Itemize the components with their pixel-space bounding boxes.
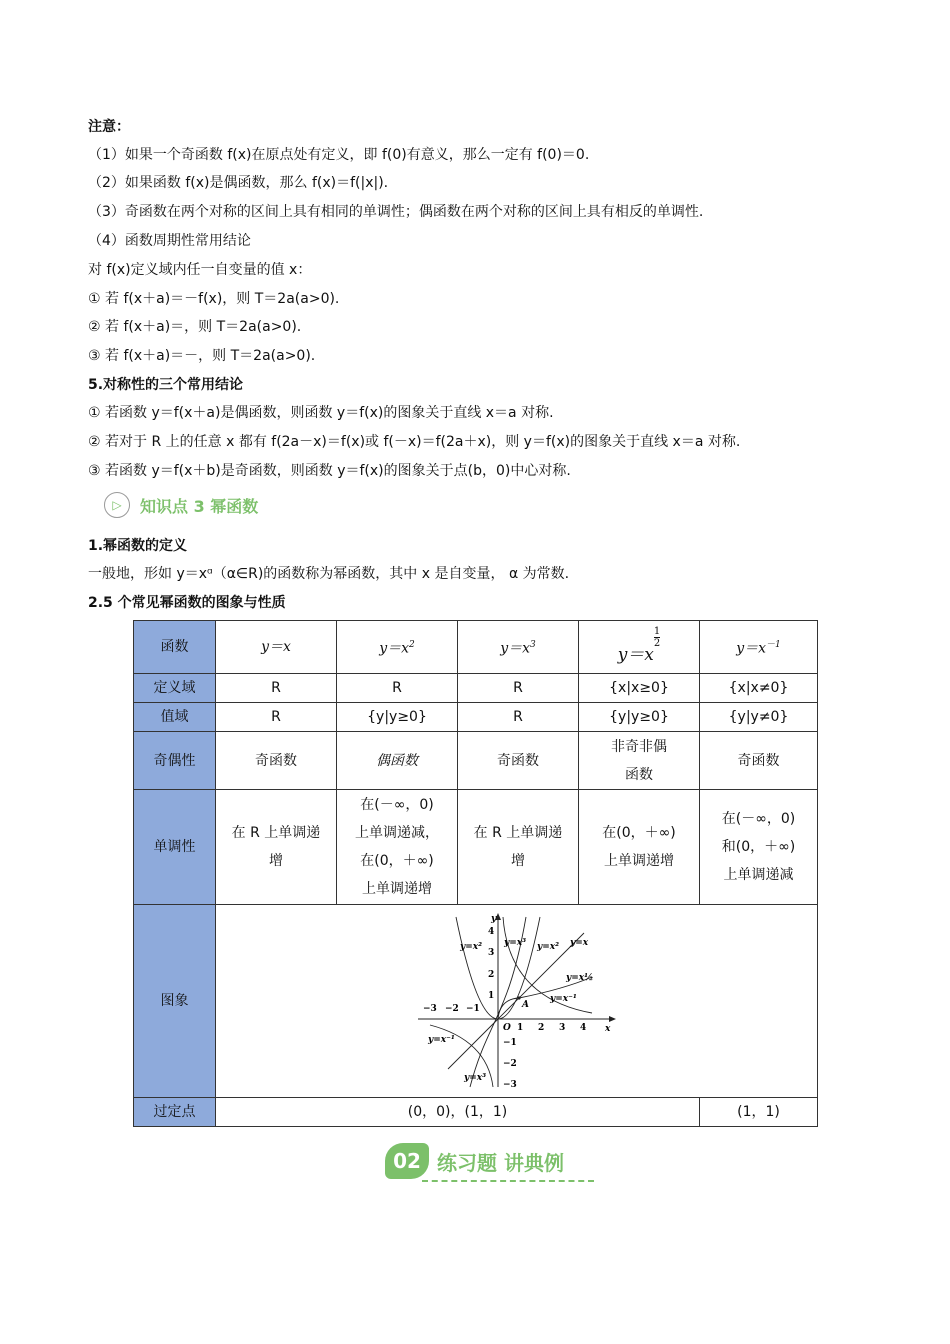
func-y-x-inverse-exp: －1 bbox=[766, 640, 781, 651]
graph-cell bbox=[216, 905, 818, 1098]
table-cell bbox=[579, 732, 700, 790]
origin-label: O bbox=[502, 1023, 511, 1033]
period-rule-3: ③ 若 f(x＋a)＝－，则 T＝2a(a>0). bbox=[88, 348, 316, 364]
table-cell: {x|x≠0} bbox=[700, 674, 818, 703]
table-cell: {y|y≥0} bbox=[579, 703, 700, 732]
cell-line: 在(－∞，0) bbox=[721, 811, 796, 827]
table-cell: R bbox=[337, 674, 458, 703]
table-cell bbox=[579, 790, 700, 905]
cell-line: 增 bbox=[269, 853, 283, 869]
curve-label: y=x³ bbox=[463, 1073, 486, 1083]
table-cell: {y|y≥0} bbox=[337, 703, 458, 732]
knowledge-point-header bbox=[104, 492, 258, 518]
table-row-header bbox=[134, 621, 818, 674]
cell-line: 非奇非偶 bbox=[611, 738, 667, 755]
table-cell: {x|x≥0} bbox=[579, 674, 700, 703]
func-y-x3-base: y＝x bbox=[500, 640, 531, 657]
x-tick-label: 4 bbox=[579, 1023, 586, 1033]
symmetry-heading: 5.对称性的三个常用结论 bbox=[88, 377, 244, 393]
cell-line: 在(－∞，0) bbox=[360, 797, 434, 813]
func-y-x2-exp: 2 bbox=[409, 640, 415, 651]
power-def-heading: 1.幂函数的定义 bbox=[88, 538, 188, 554]
power-table-heading: 2.5 个常见幂函数的图象与性质 bbox=[88, 595, 286, 611]
symmetry-rule-1: ① 若函数 y＝f(x＋a)是偶函数，则函数 y＝f(x)的图象关于直线 x＝a 对称. bbox=[88, 405, 554, 421]
note-1: （1）如果一个奇函数 f(x)在原点处有定义，即 f(0)有意义，那么一定有 f(0)＝0. bbox=[88, 147, 590, 163]
table-cell: R bbox=[458, 674, 579, 703]
cell-line: 函数 bbox=[625, 766, 653, 783]
play-triangle-icon: ▷ bbox=[104, 492, 130, 518]
table-row-parity bbox=[134, 732, 818, 790]
table-cell: 奇函数 bbox=[700, 732, 818, 790]
table-cell: (1，1) bbox=[700, 1098, 818, 1127]
table-cell bbox=[458, 790, 579, 905]
power-def-text: 一般地，形如 y＝xᵅ（α∈R)的函数称为幂函数，其中 x 是自变量， α 为常数. bbox=[88, 566, 570, 582]
exercise-header bbox=[385, 1143, 564, 1179]
func-y-x-half bbox=[579, 621, 700, 674]
table-cell bbox=[700, 790, 818, 905]
curve-y-x-half bbox=[498, 977, 592, 1019]
curve-label: y=x⁻¹ bbox=[549, 994, 577, 1004]
y-tick-label: 2 bbox=[487, 970, 494, 980]
row-label-fixed-point: 过定点 bbox=[134, 1098, 216, 1127]
table-cell: 奇函数 bbox=[216, 732, 337, 790]
exercise-divider bbox=[422, 1180, 594, 1182]
row-label-graph: 图象 bbox=[134, 905, 216, 1098]
exercise-title: 练习题 讲典例 bbox=[437, 1150, 564, 1175]
cell-line: 和(0，＋∞) bbox=[721, 839, 796, 855]
cell-line: 在(0，＋∞) bbox=[602, 825, 676, 841]
x-tick-label: −3 bbox=[422, 1004, 437, 1014]
x-axis-label: x bbox=[604, 1024, 610, 1034]
row-label-function: 函数 bbox=[134, 621, 216, 674]
table-row-domain bbox=[134, 674, 818, 703]
y-tick-label: 1 bbox=[487, 991, 494, 1001]
y-tick-label: −1 bbox=[502, 1038, 517, 1048]
table-row-monotonic bbox=[134, 790, 818, 905]
table-cell: R bbox=[216, 703, 337, 732]
row-label-range: 值域 bbox=[134, 703, 216, 732]
table-cell: 偶函数 bbox=[337, 732, 458, 790]
x-tick-label: 1 bbox=[516, 1023, 523, 1033]
func-y-x2 bbox=[337, 621, 458, 674]
knowledge-point-title: 知识点 3 幂函数 bbox=[140, 496, 259, 516]
x-tick-label: −2 bbox=[444, 1004, 459, 1014]
func-y-x-inverse bbox=[700, 621, 818, 674]
exercise-number-badge: 02 bbox=[385, 1143, 429, 1179]
y-tick-label: 3 bbox=[487, 948, 494, 958]
x-tick-label: −1 bbox=[465, 1004, 480, 1014]
table-cell: (0，0)，(1，1) bbox=[216, 1098, 700, 1127]
period-rule-1: ① 若 f(x＋a)＝－f(x)，则 T＝2a(a>0). bbox=[88, 291, 340, 307]
func-half-exponent bbox=[654, 626, 660, 649]
table-cell: R bbox=[458, 703, 579, 732]
row-label-parity: 奇偶性 bbox=[134, 732, 216, 790]
y-axis-label: y bbox=[490, 914, 496, 924]
table-row-fixed-point bbox=[134, 1098, 818, 1127]
note-5: 对 f(x)定义域内任一自变量的值 x： bbox=[88, 262, 312, 278]
curve-label: y=x² bbox=[459, 942, 482, 952]
point-a-label: A bbox=[521, 1000, 529, 1010]
note-3: （3）奇函数在两个对称的区间上具有相同的单调性；偶函数在两个对称的区间上具有相反的单调性. bbox=[88, 204, 704, 220]
cell-line: 在 R 上单调递 bbox=[231, 825, 321, 841]
func-y-x-half-base: y＝x bbox=[617, 644, 654, 665]
point-a-marker bbox=[517, 996, 520, 999]
table-cell: 奇函数 bbox=[458, 732, 579, 790]
cell-line: 上单调递增 bbox=[604, 853, 674, 869]
period-rule-2: ② 若 f(x＋a)＝，则 T＝2a(a>0). bbox=[88, 319, 302, 335]
y-tick-label: −3 bbox=[502, 1080, 517, 1090]
row-label-monotonic: 单调性 bbox=[134, 790, 216, 905]
func-y-x-inverse-base: y＝x bbox=[736, 640, 767, 657]
table-row-range bbox=[134, 703, 818, 732]
y-tick-label: 4 bbox=[487, 927, 494, 937]
func-y-x3-exp: 3 bbox=[530, 640, 536, 651]
curve-label: y=x³ bbox=[503, 938, 526, 948]
power-functions-graph bbox=[414, 911, 620, 1091]
cell-line: 在(0，＋∞) bbox=[360, 853, 434, 869]
x-tick-label: 2 bbox=[537, 1023, 544, 1033]
func-y-x2-base: y＝x bbox=[379, 640, 410, 657]
table-row-graph bbox=[134, 905, 818, 1098]
table-cell: {y|y≠0} bbox=[700, 703, 818, 732]
note-2: （2）如果函数 f(x)是偶函数，那么 f(x)＝f(|x|). bbox=[88, 175, 389, 191]
cell-line: 在 R 上单调递 bbox=[473, 825, 563, 841]
func-y-x3 bbox=[458, 621, 579, 674]
cell-line: 上单调递减 bbox=[723, 867, 794, 883]
symmetry-rule-2: ② 若对于 R 上的任意 x 都有 f(2a－x)＝f(x)或 f(－x)＝f(2a＋x)，则 y＝f(x)的图象关于直线 x＝a 对称. bbox=[88, 434, 741, 450]
curve-label: y=x½ bbox=[565, 973, 594, 983]
row-label-domain: 定义域 bbox=[134, 674, 216, 703]
symmetry-rule-3: ③ 若函数 y＝f(x＋b)是奇函数，则函数 y＝f(x)的图象关于点(b，0)中心对称. bbox=[88, 463, 571, 479]
table-cell bbox=[337, 790, 458, 905]
table-cell: R bbox=[216, 674, 337, 703]
note-4: （4）函数周期性常用结论 bbox=[88, 233, 251, 249]
table-cell bbox=[216, 790, 337, 905]
cell-line: 上单调递减， bbox=[355, 825, 439, 841]
curve-label: y=x⁻¹ bbox=[427, 1035, 455, 1045]
x-tick-label: 3 bbox=[558, 1023, 565, 1033]
y-tick-label: −2 bbox=[502, 1059, 517, 1069]
x-axis-arrow bbox=[609, 1016, 616, 1022]
cell-line: 上单调递增 bbox=[362, 881, 432, 897]
curve-label: y=x² bbox=[536, 942, 559, 952]
cell-line: 增 bbox=[511, 853, 525, 869]
func-half-exp-den: 2 bbox=[653, 637, 661, 649]
curve-label: y=x bbox=[569, 938, 588, 948]
notes-title: 注意： bbox=[88, 119, 130, 135]
func-y-x: y＝x bbox=[216, 621, 337, 674]
func-half-exp-num: 1 bbox=[653, 625, 661, 637]
power-function-table bbox=[133, 620, 818, 1127]
